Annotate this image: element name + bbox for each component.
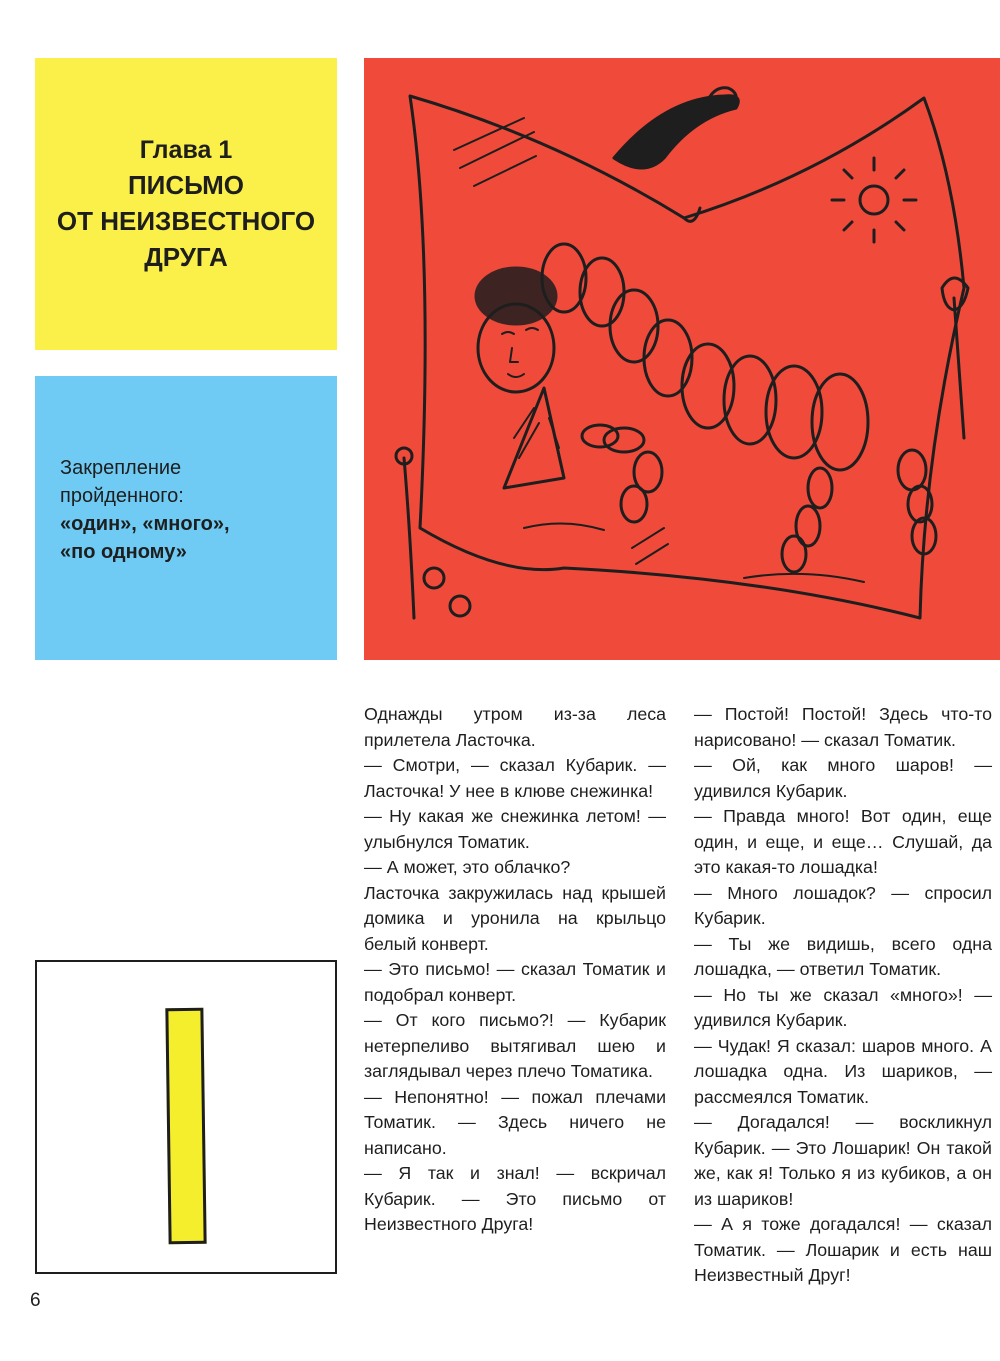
chapter-title-line-2: ОТ НЕИЗВЕСТНОГО bbox=[56, 206, 316, 236]
story-column-left bbox=[364, 702, 666, 1238]
story-paragraph: — Правда много! Вот один, еще один, и еще, и еще… Слушай, да это какая-то лошадка! bbox=[694, 806, 992, 877]
topic-intro-line-1: Закрепление bbox=[60, 457, 182, 479]
story-paragraph: — Ой, как много шаров! — удивился Кубарик. bbox=[694, 755, 992, 801]
topic-intro-line-2: пройденного: bbox=[60, 485, 184, 507]
story-paragraph: — Непонятно! — пожал плечами Томатик. — Здесь ничего не написано. bbox=[364, 1086, 666, 1158]
story-paragraph: Однажды утром из-за леса прилетела Ласточка. bbox=[364, 704, 666, 750]
one-stick-counting-icon bbox=[165, 1008, 206, 1245]
story-paragraph: — Я так и знал! — вскричал Кубарик. — Это письмо от Неизвестного Друга! bbox=[364, 1163, 666, 1234]
counting-card bbox=[35, 960, 337, 1274]
story-paragraph: — Много лошадок? — спросил Кубарик. bbox=[694, 882, 992, 928]
story-paragraph: — Догадался! — воскликнул Кубарик. — Это Лошарик! Он такой же, как я! Только я из кубиков, а он из шариков! bbox=[694, 1112, 992, 1209]
topic-box bbox=[35, 376, 337, 660]
chapter-heading-box bbox=[35, 58, 337, 350]
story-paragraph: — Это письмо! — сказал Томатик и подобрал конверт. bbox=[364, 959, 666, 1005]
story-paragraph: — Но ты же сказал «много»! — удивился Кубарик. bbox=[694, 984, 992, 1030]
story-paragraph: — А я тоже догадался! — сказал Томатик. — Лошарик и есть наш Неизвестный Друг! bbox=[694, 1214, 992, 1285]
story-paragraph: Ласточка закружилась над крышей домика и уронила на крыльцо белый конверт. bbox=[364, 882, 666, 954]
story-paragraph: — Постой! Постой! Здесь что-то нарисовано! — сказал Томатик. bbox=[694, 704, 992, 750]
page-number: 6 bbox=[30, 1290, 41, 1311]
chapter-number: Глава 1 bbox=[139, 136, 233, 164]
story-column-right bbox=[694, 702, 992, 1289]
chapter-title-line-3: ДРУГА bbox=[144, 242, 228, 272]
chapter-title-line-1: ПИСЬМО bbox=[127, 170, 245, 200]
story-paragraph: — Чудак! Я сказал: шаров много. А лошадка одна. Из шариков, — рассмеялся Томатик. bbox=[694, 1035, 992, 1107]
topic-keywords-line-2: «по одному» bbox=[60, 541, 187, 563]
story-paragraph: — Смотри, — сказал Кубарик. — Ласточка! У нее в клюве снежинка! bbox=[364, 755, 666, 801]
horse-of-balls-drawing-icon bbox=[364, 58, 1000, 660]
story-paragraph: — Ты же видишь, всего одна лошадка, — ответил Томатик. bbox=[694, 933, 992, 979]
story-paragraph: — А может, это облачко? bbox=[364, 857, 571, 877]
story-paragraph: — От кого письмо?! — Кубарик нетерпеливо вытягивал шею и заглядывал через плечо Томатика. bbox=[364, 1010, 666, 1081]
story-paragraph: — Ну какая же снежинка летом! — улыбнулся Томатик. bbox=[364, 806, 666, 852]
letter-illustration bbox=[364, 58, 1000, 660]
topic-keywords-line-1: «один», «много», bbox=[60, 513, 230, 535]
